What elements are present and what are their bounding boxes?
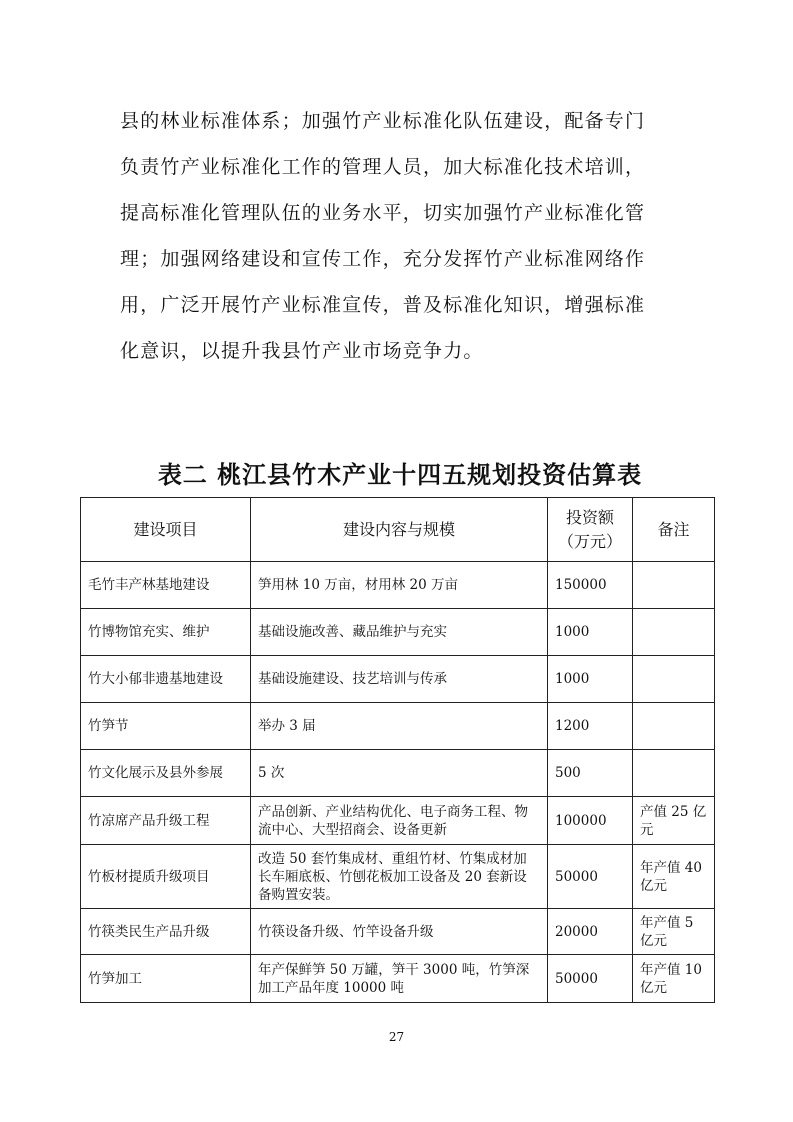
cell-project: 毛竹丰产林基地建设 [81, 562, 251, 609]
table-row [81, 703, 715, 750]
table-row [81, 750, 715, 797]
paragraph-line: 县的林业标准体系；加强竹产业标准化队伍建设，配备专门 [120, 110, 646, 132]
body-paragraph [120, 98, 700, 374]
paragraph-line: 用，广泛开展竹产业标准宣传，普及标准化知识，增强标准 [120, 294, 646, 316]
cell-content: 年产保鲜笋 50 万罐，笋干 3000 吨，竹笋深加工产品年度 10000 吨 [251, 955, 548, 1003]
table-row [81, 845, 715, 909]
table-row [81, 656, 715, 703]
header-content: 建设内容与规模 [251, 498, 548, 562]
cell-amount: 150000 [548, 562, 633, 609]
cell-note: 年产值 5 亿元 [633, 909, 715, 955]
paragraph-line: 化意识，以提升我县竹产业市场竞争力。 [120, 340, 484, 362]
cell-project: 竹文化展示及县外参展 [81, 750, 251, 797]
cell-project: 竹板材提质升级项目 [81, 845, 251, 909]
header-note: 备注 [633, 498, 715, 562]
cell-amount: 1200 [548, 703, 633, 750]
table-row [81, 955, 715, 1003]
cell-note [633, 562, 715, 609]
cell-note [633, 750, 715, 797]
cell-amount: 50000 [548, 845, 633, 909]
cell-content: 基础设施建设、技艺培训与传承 [251, 656, 548, 703]
cell-content: 改造 50 套竹集成材、重组竹材、竹集成材加长车厢底板、竹刨花板加工设备及 20 套新设备购置安装。 [251, 845, 548, 909]
cell-amount: 20000 [548, 909, 633, 955]
table-header-row [81, 498, 715, 562]
cell-project: 竹笋加工 [81, 955, 251, 1003]
paragraph-line: 负责竹产业标准化工作的管理人员，加大标准化技术培训， [120, 156, 646, 178]
cell-content: 基础设施改善、藏品维护与充实 [251, 609, 548, 656]
cell-note: 年产值 40 亿元 [633, 845, 715, 909]
cell-project: 竹博物馆充实、维护 [81, 609, 251, 656]
cell-amount: 100000 [548, 797, 633, 845]
cell-content: 笋用林 10 万亩，材用林 20 万亩 [251, 562, 548, 609]
cell-content: 产品创新、产业结构优化、电子商务工程、物流中心、大型招商会、设备更新 [251, 797, 548, 845]
cell-project: 竹凉席产品升级工程 [81, 797, 251, 845]
cell-amount: 1000 [548, 609, 633, 656]
header-amount-line2: （万元） [557, 531, 622, 551]
cell-note: 产值 25 亿元 [633, 797, 715, 845]
cell-amount: 500 [548, 750, 633, 797]
paragraph-line: 提高标准化管理队伍的业务水平，切实加强竹产业标准化管 [120, 202, 646, 224]
table-row [81, 562, 715, 609]
header-amount [548, 498, 633, 562]
paragraph-line: 理；加强网络建设和宣传工作，充分发挥竹产业标准网络作 [120, 248, 646, 270]
cell-note: 年产值 10 亿元 [633, 955, 715, 1003]
table-row [81, 797, 715, 845]
cell-note [633, 703, 715, 750]
page-number: 27 [388, 1030, 405, 1044]
header-project: 建设项目 [81, 498, 251, 562]
cell-project: 竹筷类民生产品升级 [81, 909, 251, 955]
cell-amount: 50000 [548, 955, 633, 1003]
cell-amount: 1000 [548, 656, 633, 703]
cell-note [633, 656, 715, 703]
table-title: 表二 桃江县竹木产业十四五规划投资估算表 [157, 461, 643, 489]
cell-project: 竹笋节 [81, 703, 251, 750]
investment-table [80, 497, 715, 1003]
cell-content: 竹筷设备升级、竹竿设备升级 [251, 909, 548, 955]
cell-note [633, 609, 715, 656]
table-row [81, 609, 715, 656]
header-amount-line1: 投资额 [565, 507, 614, 527]
cell-project: 竹大小郁非遗基地建设 [81, 656, 251, 703]
cell-content: 举办 3 届 [251, 703, 548, 750]
cell-content: 5 次 [251, 750, 548, 797]
table-row [81, 909, 715, 955]
